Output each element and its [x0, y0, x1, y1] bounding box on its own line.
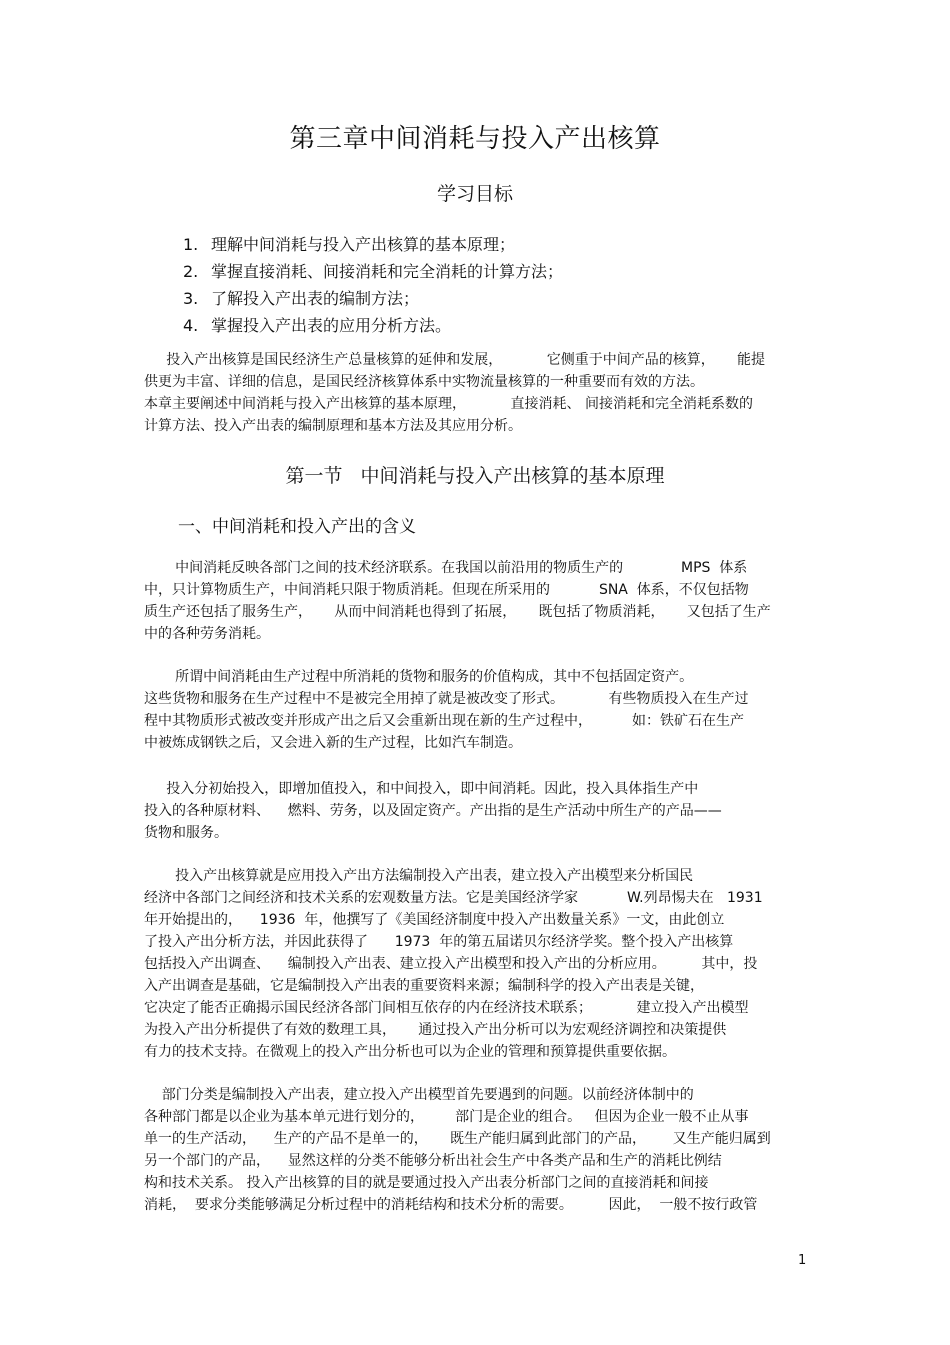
learning-objectives-heading: 学习目标: [436, 183, 513, 205]
objectives-list: [183, 231, 563, 339]
paragraph-definition: 所谓中间消耗由生产过程中所消耗的货物和服务的价值构成，其中不包括固定资产。 这些货物和服务在生产过程中不是被完全用掉了就是被改变了形式。 有些物质投入在生产过 程中其物质形式被改变并形成产出之后又会重新出现在新的生产过程中， 如：铁矿石在生产 中被炼成钢铁之后，又会进入新的生产过程，比如汽车制造。: [144, 669, 749, 751]
objective-item: 2. 掌握直接消耗、间接消耗和完全消耗的计算方法；: [183, 262, 564, 281]
subsection-title: 一、中间消耗和投入产出的含义: [178, 517, 416, 537]
paragraph-intermediate-consumption: 中间消耗反映各部门之间的技术经济联系。在我国以前沿用的物质生产的 MPS 体系 中，只计算物质生产，中间消耗只限于物质消耗。但现在所采用的 SNA 体系，不仅包括物 质生产还包括了服务生产， 从而中间消耗也得到了拓展， 既包括了物质消耗， 又包括了生产 中的各种劳务消耗。: [144, 560, 771, 642]
section-title: 第一节 中间消耗与投入产出核算的基本原理: [285, 465, 665, 487]
intro-paragraph: 投入产出核算是国民经济生产总量核算的延伸和发展， 它侧重于中间产品的核算， 能提 供更为丰富、详细的信息，是国民经济核算体系中实物流量核算的一种重要而有效的方法。 本章主要阐述中间消耗与投入产出核算的基本原理， 直接消耗、 间接消耗和完全消耗系数的 计算方法、投入产出表的编制原理和基本方法及其应用分析。: [144, 352, 766, 434]
paragraph-input-output: 投入分初始投入，即增加值投入，和中间投入，即中间消耗。因此，投入具体指生产中 投入的各种原材料、 燃料、劳务，以及固定资产。产出指的是生产活动中所生产的产品—— 货物和服务。: [144, 781, 722, 841]
paragraph-sector-classification: 部门分类是编制投入产出表，建立投入产出模型首先要遇到的问题。以前经济体制中的 各种部门都是以企业为基本单元进行划分的， 部门是企业的组合。 但因为企业一般不止从事 单一的生产活动， 生产的产品不是单一的， 既生产能归属到此部门的产品， 又生产能归属到 另一个部门的产品， 显然这样的分类不能够分析出社会生产中各类产品和生产的消耗比例结 构和技术关系。 投入产出核算的目的就是要通过投入产出表分析部门之间的直接消耗和间接 消耗， 要求分类能够满足分析过程中的消耗结构和技术分析的需要。 因此， 一般不按行政管: [144, 1087, 771, 1213]
objective-item: 1. 理解中间消耗与投入产出核算的基本原理；: [183, 235, 516, 254]
paragraph-io-accounting: 投入产出核算就是应用投入产出方法编制投入产出表，建立投入产出模型来分析国民 经济中各部门之间经济和技术关系的宏观数量方法。它是美国经济学家 W.列昂惕夫在 1931 年开始提出的， 1936 年，他撰写了《美国经济制度中投入产出数量关系》一文，由此创立 了投入产出分析方法，并因此获得了 1973 年的第五届诺贝尔经济学奖。整个投入产出核算 包括投入产出调查、 编制投入产出表、建立投入产出模型和投入产出的分析应用。 其中，投 入产出调查是基础，它是编制投入产出表的重要资料来源；编制科学的投入产出表是关键， 它决定了能否正确揭示国民经济各部门间相互依存的内在经济技术联系； 建立投入产出模型 为投入产出分析提供了有效的数理工具， 通过投入产出分析可以为宏观经济调控和决策提供 有力的技术支持。在微观上的投入产出分析也可以为企业的管理和预算提供重要依据。: [144, 868, 763, 1060]
objective-item: 3. 了解投入产出表的编制方法；: [183, 289, 420, 308]
chapter-title: 第三章中间消耗与投入产出核算: [289, 124, 661, 154]
page-number: 1: [798, 1253, 807, 1268]
objective-item: 4. 掌握投入产出表的应用分析方法。: [183, 316, 452, 335]
